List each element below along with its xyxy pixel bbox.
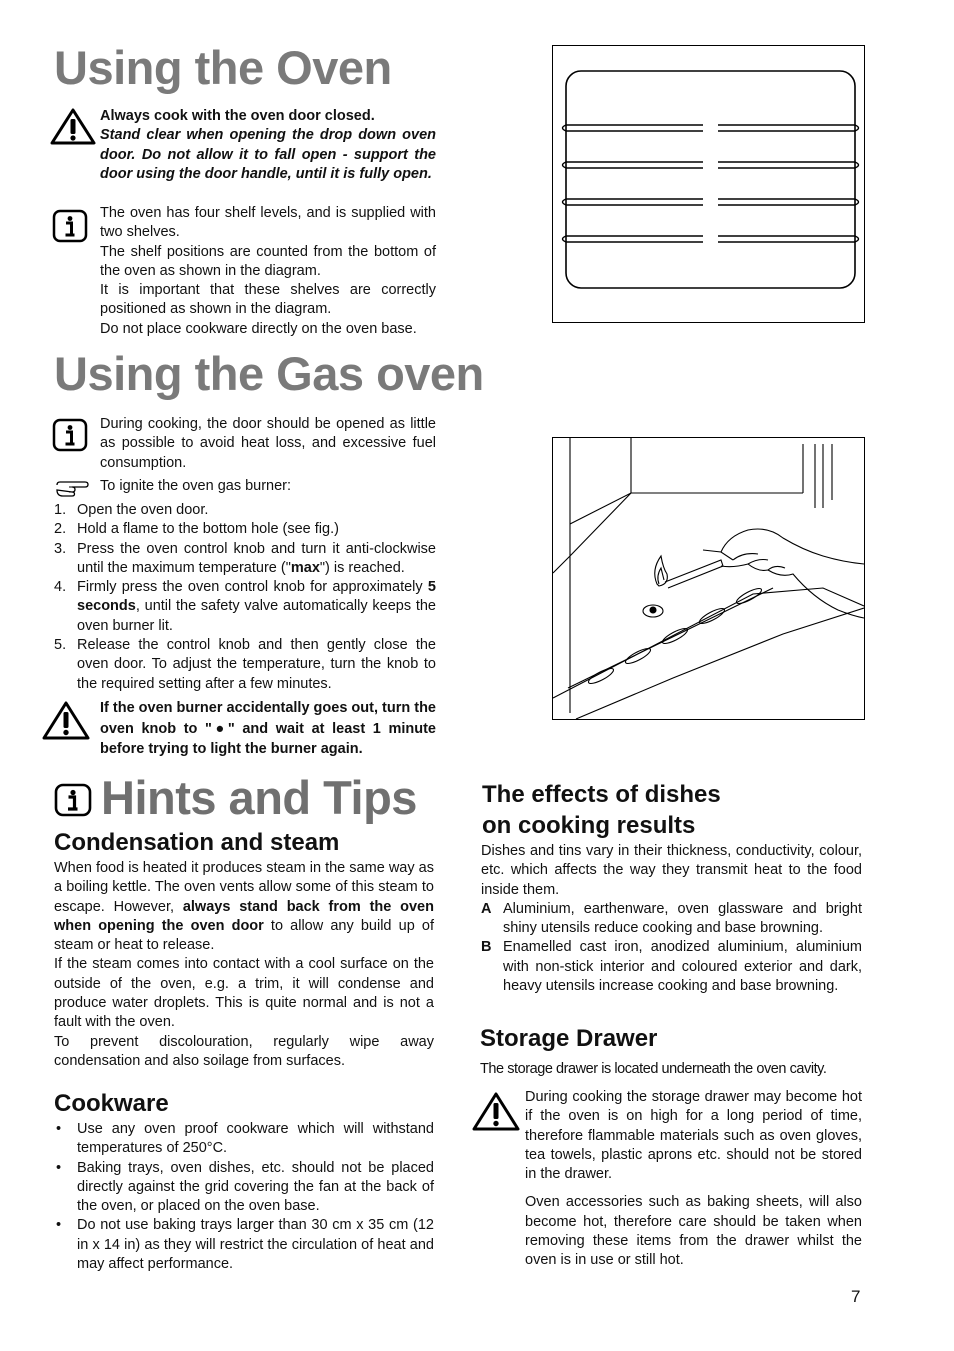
text-run: to allow any build up of steam or heat to release. [54, 917, 434, 954]
shelf-levels-diagram [552, 45, 865, 323]
shelf-runner-2 [563, 199, 859, 205]
oven-info-p2: The shelf positions are counted from the bottom of the oven as shown in the diagram. [100, 243, 436, 279]
info-icon [52, 209, 88, 243]
oven-info [100, 204, 436, 339]
item-text: Enamelled cast iron, anodized aluminium, aluminium with non-stick interior and coloured exterior and dark, heavy utensils increase cooking and base browning. [503, 939, 862, 995]
step-emphasis: 5 seconds [77, 579, 436, 615]
storage-drawer-title: Storage Drawer [480, 1025, 658, 1052]
list-item [54, 578, 436, 636]
effects-title-line2: on cooking results [482, 812, 696, 839]
condensation-text [54, 859, 434, 1071]
cookware-title: Cookware [54, 1090, 169, 1117]
effects-item-b [481, 938, 862, 996]
shelf-runner-1 [563, 236, 859, 242]
step-text: , until the safety valve automatically keeps the oven burner lit. [77, 598, 436, 634]
bullet: • [56, 1217, 62, 1234]
warning-triangle-icon [472, 1092, 520, 1132]
text-run: When food is heated it produces steam in the same way as a boiling kettle. The oven vents allow some of this steam to escape. However, [54, 860, 434, 915]
step-text: Press the oven control knob and turn it anti-clockwise until the maximum temperature (" [77, 540, 436, 576]
step-emphasis: max [290, 559, 320, 576]
oven-info-p3: It is important that these shelves are correctly positioned as shown in the diagram. [100, 282, 436, 318]
storage-warning-p2: Oven accessories such as baking sheets, will also become hot, therefore care should be taken when removing these items from the drawer whilst the oven is in use or still hot. [525, 1194, 862, 1269]
condensation-p1 [54, 859, 434, 955]
cookware-list [54, 1120, 434, 1274]
oven-warning-rest: Stand clear when opening the drop down oven door. Do not allow it to fall open - support the door using the door handle, until it is fully open. [100, 127, 436, 182]
list-item [54, 1216, 434, 1274]
oven-info-p4: Do not place cookware directly on the oven base. [100, 320, 417, 337]
step-number: 1. [54, 502, 67, 518]
condensation-title: Condensation and steam [54, 829, 340, 856]
condensation-p3: To prevent discolouration, regularly wipe away condensation and also soilage from surfaces. [54, 1033, 434, 1069]
ignite-steps [54, 501, 436, 694]
storage-intro: The storage drawer is located underneath the oven cavity. [480, 1061, 827, 1077]
effects-title [482, 779, 721, 841]
step-number: 2. [54, 521, 67, 538]
step-number: 5. [54, 637, 67, 654]
shelf-runner-3 [563, 162, 859, 168]
gas-warning: If the oven burner accidentally goes out, turn the oven knob to "●" and wait at least 1 minute before trying to light the burner again. [100, 700, 436, 757]
hints-title: Hints and Tips [101, 771, 417, 824]
storage-warning-p1: During cooking the storage drawer may become hot if the oven is on high for a long period of time, therefore flammable materials such as oven gloves, tea towels, plastic aprons etc. should not be stored in the drawer. [525, 1089, 862, 1183]
info-icon [52, 418, 88, 452]
effects-item-a [481, 900, 862, 939]
oven-title: Using the Oven [54, 41, 392, 94]
step-text: Release the control knob and then gently close the oven door. To adjust the temperature, turn the knob to the required setting after a few minutes. [77, 637, 436, 692]
item-text: Use any oven proof cookware which will withstand temperatures of 250°C. [77, 1121, 434, 1157]
warning-triangle-icon [50, 108, 96, 146]
page-number: 7 [851, 1287, 861, 1306]
list-item [54, 636, 436, 694]
shelf-runner-4 [563, 125, 859, 131]
item-text: Do not use baking trays larger than 30 cm x 35 cm (12 in x 14 in) as they will restrict the circulation of heat and may affect performance. [77, 1217, 434, 1273]
effects-text [481, 842, 862, 996]
step-text: Open the oven door. [77, 502, 209, 518]
list-item [54, 501, 436, 520]
item-label: A [481, 900, 492, 917]
warning-triangle-icon [42, 701, 90, 741]
pointing-hand-icon [55, 479, 89, 497]
gas-info: During cooking, the door should be opened as little as possible to avoid heat loss, and excessive fuel consumption. [100, 416, 436, 471]
item-text: Baking trays, oven dishes, etc. should not be placed directly against the grid covering the fan at the back of the oven, or placed on the oven base. [77, 1159, 434, 1215]
ignite-instruction: To ignite the oven gas burner: [100, 478, 292, 494]
storage-warning [525, 1088, 862, 1271]
list-item [54, 1120, 434, 1159]
item-text: Aluminium, earthenware, oven glassware and bright shiny utensils reduce cooking and base browning. [503, 900, 862, 937]
oven-warning [100, 107, 436, 184]
info-icon [54, 783, 92, 817]
oven-cavity-illustration [553, 46, 864, 322]
bullet: • [56, 1121, 62, 1137]
item-label: B [481, 939, 492, 956]
lighting-burner-drawing [553, 438, 864, 719]
ignition-illustration [552, 437, 865, 720]
condensation-p2: If the steam comes into contact with a cool surface on the outside of the oven, e.g. a trim, it will condense and produce water droplets. This is quite normal and is not a fault with the oven. [54, 956, 434, 1031]
list-item [54, 540, 436, 579]
effects-title-line1: The effects of dishes [482, 781, 721, 808]
gas-oven-title: Using the Gas oven [54, 347, 484, 400]
step-number: 4. [54, 579, 67, 596]
oven-warning-line1: Always cook with the oven door closed. [100, 108, 375, 124]
list-item [54, 520, 436, 539]
step-number: 3. [54, 540, 67, 557]
effects-intro: Dishes and tins vary in their thickness, conductivity, colour, etc. which affects the way they transmit heat to the food inside them. [481, 843, 862, 898]
step-text: Hold a flame to the bottom hole (see fig.) [77, 521, 339, 538]
oven-info-p1: The oven has four shelf levels, and is supplied with two shelves. [100, 205, 436, 241]
text-emphasis: always stand back from the oven when opening the oven door [54, 898, 434, 934]
bullet: • [56, 1159, 62, 1176]
step-text: Firmly press the oven control knob for approximately [77, 579, 428, 596]
step-text: ") is reached. [319, 559, 405, 576]
list-item [54, 1159, 434, 1217]
